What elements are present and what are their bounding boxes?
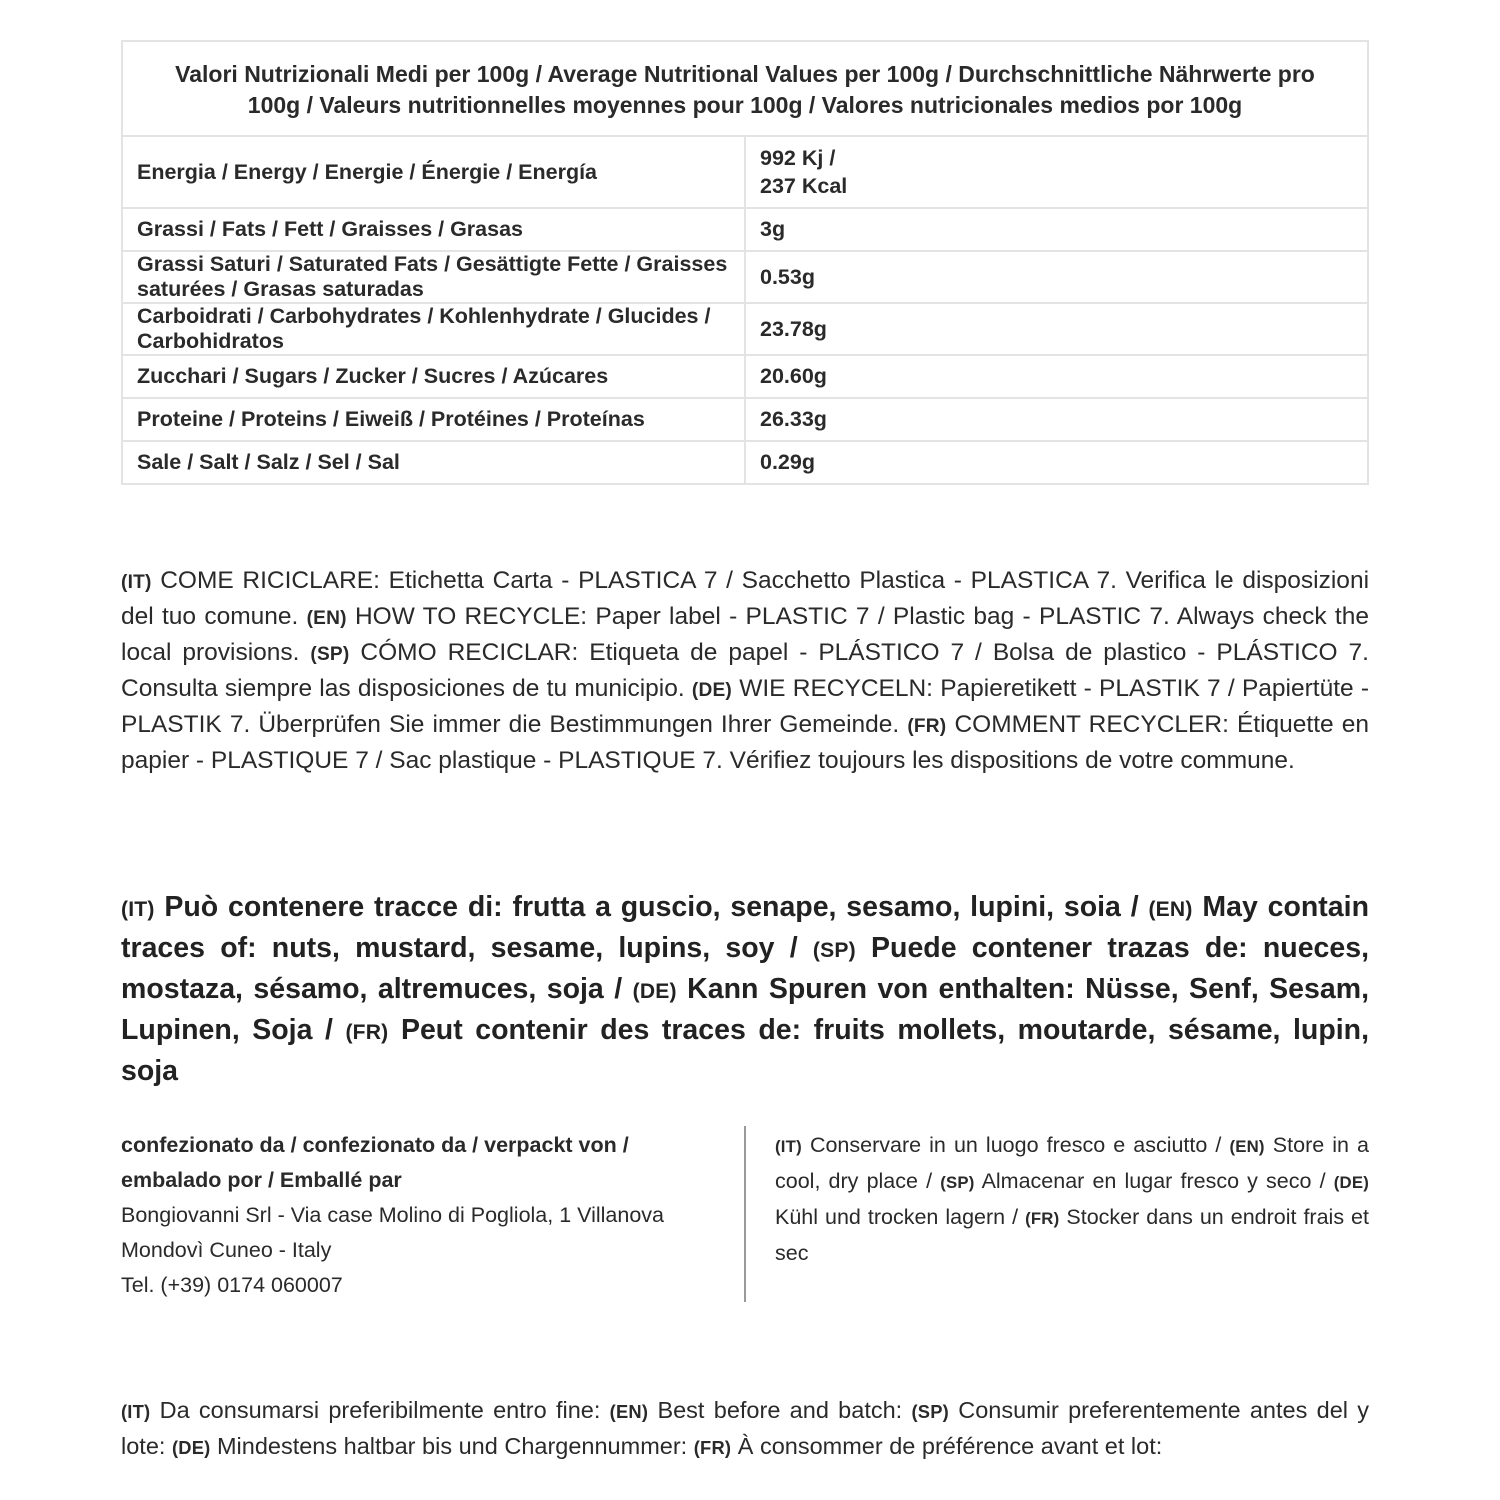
- nutrient-value: 23.78g: [745, 303, 1368, 355]
- storage-text: Store in a cool, dry place /: [775, 1133, 1370, 1193]
- best-before-text: Da consumarsi preferibilmente entro fine:: [159, 1397, 601, 1423]
- storage-instructions: [775, 1128, 1369, 1271]
- nutrient-label: Sale / Salt / Salz / Sel / Sal: [122, 441, 745, 484]
- best-before-text: Mindestens haltbar bis und Chargennummer:: [216, 1433, 688, 1459]
- best-before-notice: [121, 1393, 1369, 1465]
- nutrition-header-row: [122, 41, 1368, 136]
- storage-text: Kühl und trocken lagern /: [775, 1205, 1019, 1229]
- packer-address: Bongiovanni Srl - Via case Molino di Pogliola, 1 Villanova Mondovì Cuneo - Italy: [121, 1203, 665, 1262]
- lang-code: (EN): [1148, 898, 1193, 921]
- packer-info: [121, 1128, 721, 1303]
- packer-phone: Tel. (+39) 0174 060007: [121, 1273, 343, 1297]
- nutrition-table: [121, 40, 1369, 485]
- lang-code: (IT): [121, 898, 155, 921]
- recycling-text: CÓMO RECICLAR: Etiqueta de papel - PLÁSTICO 7 / Bolsa de plastico - PLÁSTICO 7. Consulta siempre las disposiciones de tu municipio.: [121, 639, 1369, 702]
- allergen-text: Peut contenir des traces de: fruits mollets, moutarde, sésame, lupin, soja: [121, 1014, 1369, 1087]
- nutrition-table-header: Valori Nutrizionali Medi per 100g / Average Nutritional Values per 100g / Durchschnittliche Nährwerte pro 100g / Valeurs nutritionnelles moyennes pour 100g / Valores nutricionales medios por 100g: [122, 41, 1368, 136]
- storage-text: Conservare in un luogo fresco e asciutto /: [809, 1133, 1222, 1157]
- lang-code: (SP): [310, 644, 350, 665]
- recycling-text: HOW TO RECYCLE: Paper label - PLASTIC 7 / Plastic bag - PLASTIC 7. Always check the local provisions.: [121, 603, 1369, 666]
- lang-code: (IT): [775, 1137, 802, 1156]
- lang-code: (FR): [1025, 1209, 1060, 1228]
- nutrient-value: 20.60g: [745, 355, 1368, 398]
- nutrient-value-kj: 992 Kj /: [760, 146, 836, 170]
- recycling-text: WIE RECYCELN: Papieretikett - PLASTIK 7 / Papiertüte - PLASTIK 7. Überprüfen Sie immer die Bestimmungen Ihrer Gemeinde.: [121, 675, 1370, 738]
- allergen-text: Kann Spuren von enthalten: Nüsse, Senf, Sesam, Lupinen, Soja /: [121, 973, 1369, 1046]
- nutrition-row-fats: [122, 208, 1368, 251]
- lang-code: (SP): [940, 1173, 975, 1192]
- nutrition-row-salt: [122, 441, 1368, 484]
- lang-code: (FR): [345, 1021, 389, 1044]
- best-before-text: À consommer de préférence avant et lot:: [737, 1433, 1163, 1459]
- allergen-text: May contain traces of: nuts, mustard, sesame, lupins, soy /: [121, 891, 1369, 964]
- nutrient-label: Grassi / Fats / Fett / Graisses / Grasas: [122, 208, 745, 251]
- lang-code: (DE): [691, 680, 732, 701]
- vertical-divider: [744, 1126, 746, 1302]
- nutrition-row-sugars: [122, 355, 1368, 398]
- nutrient-label: Carboidrati / Carbohydrates / Kohlenhydrate / Glucides / Carbohidratos: [122, 303, 745, 355]
- nutrition-row-saturated-fats: [122, 251, 1368, 303]
- lang-code: (IT): [121, 1401, 151, 1422]
- nutrient-value-kcal: 237 Kcal: [760, 174, 848, 198]
- nutrient-value: 3g: [745, 208, 1368, 251]
- nutrition-row-carbohydrates: [122, 303, 1368, 355]
- recycling-instructions: [121, 564, 1369, 778]
- nutrient-value: 26.33g: [745, 398, 1368, 441]
- recycling-text: COME RICICLARE: Etichetta Carta - PLASTICA 7 / Sacchetto Plastica - PLASTICA 7. Verifica le disposizioni del tuo comune.: [121, 567, 1370, 630]
- nutrient-label: Energia / Energy / Energie / Énergie / Energía: [122, 136, 745, 208]
- nutrient-label: Proteine / Proteins / Eiweiß / Protéines / Proteínas: [122, 398, 745, 441]
- allergen-text: Può contenere tracce di: frutta a guscio, senape, sesamo, lupini, soia /: [164, 891, 1139, 923]
- lang-code: (SP): [812, 939, 856, 962]
- best-before-text: Consumir preferentemente antes del y lote:: [121, 1397, 1370, 1459]
- storage-text: Almacenar en lugar fresco y seco /: [981, 1169, 1326, 1193]
- lang-code: (EN): [1229, 1137, 1265, 1156]
- lang-code: (DE): [1333, 1173, 1370, 1192]
- lang-code: (DE): [171, 1437, 211, 1458]
- nutrient-value: 0.53g: [745, 251, 1368, 303]
- allergen-warning: [121, 888, 1369, 1090]
- lang-code: (EN): [609, 1401, 649, 1422]
- lang-code: (SP): [911, 1401, 949, 1422]
- allergen-text: Puede contener trazas de: nueces, mostaza, sésamo, altremuces, soja /: [121, 932, 1370, 1005]
- lang-code: (FR): [907, 716, 947, 737]
- lang-code: (EN): [306, 608, 347, 629]
- nutrient-value: 0.29g: [745, 441, 1368, 484]
- lang-code: (FR): [693, 1437, 732, 1458]
- nutrient-value: [745, 136, 1368, 208]
- recycling-text: COMMENT RECYCLER: Étiquette en papier - PLASTIQUE 7 / Sac plastique - PLASTIQUE 7. Vérifiez toujours les dispositions de votre commune.: [121, 711, 1370, 774]
- storage-text: Stocker dans un endroit frais et sec: [775, 1205, 1369, 1265]
- packer-title: confezionato da / confezionato da / verpackt von / embalado por / Emballé par: [121, 1133, 629, 1192]
- nutrition-row-proteins: [122, 398, 1368, 441]
- nutrition-row-energy: [122, 136, 1368, 208]
- lang-code: (IT): [121, 572, 152, 593]
- nutrient-label: Grassi Saturi / Saturated Fats / Gesättigte Fette / Graisses saturées / Grasas saturadas: [122, 251, 745, 303]
- nutrient-label: Zucchari / Sugars / Zucker / Sucres / Azúcares: [122, 355, 745, 398]
- lang-code: (DE): [632, 980, 677, 1003]
- best-before-text: Best before and batch:: [657, 1397, 903, 1423]
